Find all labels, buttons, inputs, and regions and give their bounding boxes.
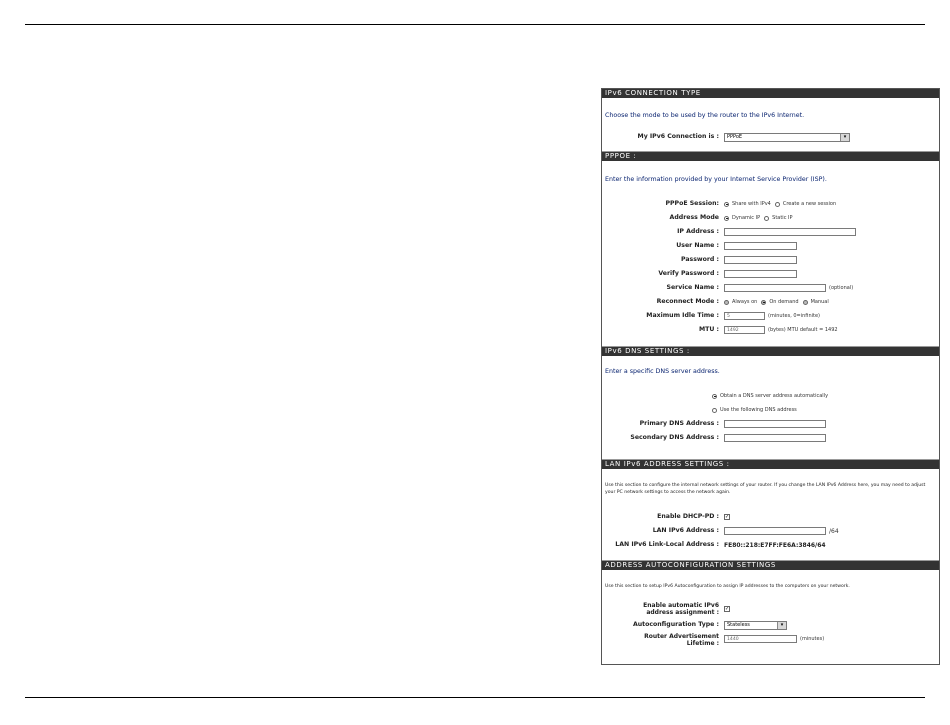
ra-lifetime-label-line2: Lifetime : bbox=[686, 640, 719, 647]
max-idle-row bbox=[602, 311, 939, 321]
session-share-label: Share with IPv4 bbox=[732, 201, 771, 207]
link-local-value: FE80::218:E7FF:FE6A:3846/64 bbox=[724, 541, 826, 549]
ra-lifetime-note: (minutes) bbox=[800, 636, 825, 642]
verify-password-row bbox=[602, 269, 939, 279]
enable-autoconfig-label-line1: Enable automatic IPv6 bbox=[643, 602, 719, 609]
user-name-input[interactable] bbox=[724, 242, 797, 250]
dns-auto-radio[interactable] bbox=[712, 394, 717, 399]
reconnect-ondemand-radio[interactable] bbox=[761, 300, 766, 305]
user-name-label: User Name : bbox=[676, 242, 719, 249]
pppoe-intro: Enter the information provided by your Internet Service Provider (ISP). bbox=[605, 176, 827, 183]
connection-type-label: My IPv6 Connection is : bbox=[637, 133, 719, 140]
link-local-label: LAN IPv6 Link-Local Address : bbox=[615, 541, 719, 548]
max-idle-note: (minutes, 0=infinite) bbox=[768, 313, 820, 319]
primary-dns-label: Primary DNS Address : bbox=[639, 420, 719, 427]
autoconfig-type-label: Autoconfiguration Type : bbox=[632, 621, 719, 628]
connection-type-row bbox=[602, 132, 939, 142]
verify-password-label: Verify Password : bbox=[658, 270, 719, 277]
address-dynamic-radio[interactable] bbox=[724, 216, 729, 221]
reconnect-mode-label: Reconnect Mode : bbox=[656, 298, 719, 305]
enable-autoconfig-label-line2: address assignment : bbox=[646, 609, 719, 616]
pppoe-session-label: PPPoE Session: bbox=[665, 200, 719, 207]
secondary-dns-row bbox=[602, 433, 939, 443]
dhcp-pd-label: Enable DHCP-PD : bbox=[657, 513, 719, 520]
session-new-label: Create a new session bbox=[782, 201, 837, 207]
reconnect-ondemand-label: On demand bbox=[769, 299, 799, 305]
mtu-label: MTU : bbox=[698, 326, 719, 333]
service-name-label: Service Name : bbox=[666, 284, 719, 291]
dns-manual-radio[interactable] bbox=[712, 408, 717, 413]
section-header-pppoe: PPPOE : bbox=[602, 152, 939, 161]
verify-password-input[interactable] bbox=[724, 270, 797, 278]
reconnect-manual-radio[interactable] bbox=[803, 300, 808, 305]
dns-manual-row bbox=[602, 405, 939, 415]
enable-autoconfig-row bbox=[602, 602, 939, 618]
user-name-row bbox=[602, 241, 939, 251]
ra-lifetime-row bbox=[602, 633, 939, 649]
autoconfig-type-row bbox=[602, 620, 939, 630]
password-row bbox=[602, 255, 939, 265]
section-header-connection-type: IPv6 CONNECTION TYPE bbox=[602, 89, 939, 98]
session-new-radio[interactable] bbox=[775, 202, 780, 207]
autoconfig-intro: Use this section to setup IPv6 Autoconfiguration to assign IP addresses to the computers on your network. bbox=[605, 584, 850, 589]
section-autoconfig bbox=[602, 570, 939, 656]
connection-type-intro: Choose the mode to be used by the router to the IPv6 Internet. bbox=[605, 112, 805, 119]
link-local-row bbox=[602, 540, 939, 550]
ra-lifetime-label bbox=[644, 633, 719, 647]
password-label: Password : bbox=[681, 256, 719, 263]
lan-address-input[interactable] bbox=[724, 527, 826, 535]
connection-type-select[interactable] bbox=[724, 133, 850, 142]
service-name-row bbox=[602, 283, 939, 293]
reconnect-manual-label: Manual bbox=[810, 299, 829, 305]
address-static-label: Static IP bbox=[772, 215, 793, 221]
address-static-radio[interactable] bbox=[764, 216, 769, 221]
ra-lifetime-label-line1: Router Advertisement bbox=[644, 633, 719, 640]
lan-intro: Use this section to configure the internal network settings of your router. If you change the LAN IPv6 Address here, you may need to adjust your PC network settings to access the network again. bbox=[605, 483, 926, 495]
mtu-row bbox=[602, 325, 939, 335]
primary-dns-input[interactable] bbox=[724, 420, 826, 428]
section-connection-type bbox=[602, 98, 939, 152]
enable-autoconfig-checkbox[interactable]: ✓ bbox=[725, 606, 730, 612]
reconnect-always-radio[interactable] bbox=[724, 300, 729, 305]
secondary-dns-input[interactable] bbox=[724, 434, 826, 442]
service-name-note: (optional) bbox=[829, 285, 854, 291]
lan-address-label: LAN IPv6 Address : bbox=[652, 527, 719, 534]
max-idle-label: Maximum Idle Time : bbox=[646, 312, 719, 319]
address-mode-label: Address Mode bbox=[669, 214, 719, 221]
section-header-dns: IPv6 DNS SETTINGS : bbox=[602, 347, 939, 356]
ip-address-input[interactable] bbox=[724, 228, 856, 236]
address-mode-row bbox=[602, 213, 939, 223]
ip-address-row bbox=[602, 227, 939, 237]
lan-address-row bbox=[602, 526, 939, 536]
password-input[interactable] bbox=[724, 256, 797, 264]
ipv6-settings-panel bbox=[601, 88, 940, 665]
service-name-input[interactable] bbox=[724, 284, 826, 292]
reconnect-always-label: Always on bbox=[732, 299, 758, 305]
section-header-autoconfig: ADDRESS AUTOCONFIGURATION SETTINGS bbox=[602, 561, 939, 570]
pppoe-session-row bbox=[602, 199, 939, 209]
section-dns bbox=[602, 356, 939, 460]
enable-autoconfig-label bbox=[643, 602, 719, 616]
chevron-down-icon: ▾ bbox=[777, 622, 786, 629]
dns-auto-row bbox=[602, 391, 939, 401]
reconnect-mode-row bbox=[602, 297, 939, 307]
max-idle-input[interactable]: 5 bbox=[724, 312, 765, 320]
address-dynamic-label: Dynamic IP bbox=[732, 215, 761, 221]
chevron-down-icon: ▾ bbox=[840, 134, 849, 141]
connection-type-value: PPPoE bbox=[727, 133, 743, 140]
autoconfig-type-value: Stateless bbox=[727, 621, 750, 628]
dhcp-pd-checkbox[interactable]: ✓ bbox=[725, 514, 730, 520]
primary-dns-row bbox=[602, 419, 939, 429]
dns-intro: Enter a specific DNS server address. bbox=[605, 368, 720, 375]
dns-manual-label: Use the following DNS address bbox=[720, 407, 797, 413]
section-lan bbox=[602, 469, 939, 561]
mtu-note: (bytes) MTU default = 1492 bbox=[768, 327, 838, 333]
dns-auto-label: Obtain a DNS server address automatically bbox=[720, 393, 829, 399]
section-pppoe bbox=[602, 161, 939, 347]
top-rule bbox=[25, 24, 925, 25]
autoconfig-type-select[interactable] bbox=[724, 621, 787, 630]
ip-address-label: IP Address : bbox=[677, 228, 719, 235]
lan-address-suffix: /64 bbox=[829, 527, 839, 535]
ra-lifetime-input[interactable]: 1440 bbox=[724, 635, 797, 643]
mtu-input[interactable]: 1492 bbox=[724, 326, 765, 334]
bottom-rule bbox=[25, 697, 925, 698]
session-share-radio[interactable] bbox=[724, 202, 729, 207]
secondary-dns-label: Secondary DNS Address : bbox=[630, 434, 719, 441]
section-header-lan: LAN IPv6 ADDRESS SETTINGS : bbox=[602, 460, 939, 469]
dhcp-pd-row bbox=[602, 512, 939, 522]
